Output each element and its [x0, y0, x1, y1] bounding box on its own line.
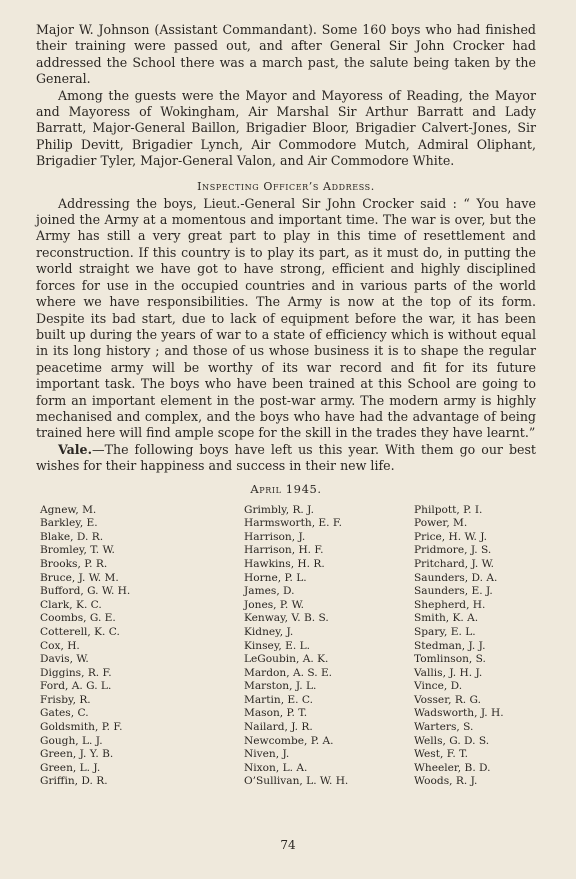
- names-column-3: [414, 504, 534, 789]
- list-item: Wheeler, B. D.: [414, 761, 491, 774]
- list-item: Shepherd, H.: [414, 598, 486, 611]
- list-item: Vosser, R. G.: [414, 693, 481, 706]
- list-item: Stedman, J. J.: [414, 639, 486, 652]
- vale-label: Vale.: [58, 441, 92, 457]
- list-item: Blake, D. R.: [40, 530, 104, 543]
- list-item: Kenway, V. B. S.: [244, 612, 329, 625]
- list-item: Vince, D.: [414, 680, 463, 693]
- list-item: Marston, J. L.: [244, 680, 317, 693]
- paragraph-address: Addressing the boys, Lieut.-General Sir John Crocker said : “ You have joined the Army at a momentous and important time. The war is over, but the Army has still a very great part to play in this time of resettlement and reconstruction. If this country is to play its part, as it must do, in putting the world straight we have got to have strong, efficient and highly disciplined forces for use in the occupied countries and in various parts of the world where we have responsibilities. The Army is now at the top of its form. Despite its bad start, due to lack of equipment before the war, it has been built up during the years of war to a state of efficiency which is without equal in its long history ; and those of us whose business it is to shape the regular peacetime army will be worthy of its war record and fit for its future important task. The boys who have been trained at this School are going to form an important element in the post-war army. The modern army is highly mechanised and complex, and the boys who have had the advantage of being trained here will find ample scope for the skill in the trades they have learnt.”: [36, 195, 536, 441]
- list-item: Woods, R. J.: [414, 775, 478, 788]
- list-item: Agnew, M.: [40, 503, 97, 516]
- list-item: Saunders, E. J.: [414, 585, 493, 598]
- list-item: Spary, E. L.: [414, 625, 476, 638]
- list-item: O’Sullivan, L. W. H.: [244, 775, 349, 788]
- names-column-2: [244, 504, 414, 789]
- names-column-1: [36, 504, 244, 789]
- list-item: Martin, E. C.: [244, 693, 313, 706]
- list-item: Horne, P. L.: [244, 571, 307, 584]
- list-item: Grimbly, R. J.: [244, 503, 314, 516]
- paragraph-vale: [36, 442, 536, 475]
- list-item: Green, J. Y. B.: [40, 748, 114, 761]
- list-item: West, F. T.: [414, 748, 469, 761]
- list-item: Kinsey, E. L.: [244, 639, 311, 652]
- list-item: Power, M.: [414, 517, 468, 530]
- page-body: [36, 22, 536, 789]
- list-item: Bromley, T. W.: [40, 544, 115, 557]
- paragraph-march-past: Major W. Johnson (Assistant Commandant). Some 160 boys who had finished their training were passed out, and after General Sir John Crocker had addressed the School there was a march past, the salute being taken by the General.: [36, 22, 536, 87]
- list-item: Clark, K. C.: [40, 598, 102, 611]
- list-item: Warters, S.: [414, 721, 474, 734]
- list-item: Kidney, J.: [244, 625, 294, 638]
- list-item: LeGoubin, A. K.: [244, 653, 329, 666]
- page-number: 74: [280, 838, 296, 852]
- section-heading: Inspecting Officer’s Address.: [197, 179, 375, 193]
- list-item: Niven, J.: [244, 748, 290, 761]
- list-item: Harrison, H. F.: [244, 544, 324, 557]
- list-item: Jones, P. W.: [244, 598, 305, 611]
- list-item: Ford, A. G. L.: [40, 680, 112, 693]
- list-item: Harrison, J.: [244, 530, 306, 543]
- list-item: Diggins, R. F.: [40, 666, 112, 679]
- list-item: Tomlinson, S.: [414, 653, 486, 666]
- list-item: Vallis, J. H. J.: [414, 666, 483, 679]
- list-item: Philpott, P. I.: [414, 503, 483, 516]
- list-item: James, D.: [244, 585, 295, 598]
- list-item: Gates, C.: [40, 707, 89, 720]
- names-list: [36, 504, 536, 789]
- list-item: Griffin, D. R.: [40, 775, 108, 788]
- list-item: Price, H. W. J.: [414, 530, 488, 543]
- list-item: Nailard, J. R.: [244, 721, 313, 734]
- list-item: Davis, W.: [40, 653, 89, 666]
- list-heading: April 1945.: [250, 481, 322, 496]
- list-item: Pritchard, J. W.: [414, 557, 495, 570]
- list-item: Mason, P. T.: [244, 707, 308, 720]
- list-item: Cotterell, K. C.: [40, 625, 120, 638]
- list-item: Frisby, R.: [40, 693, 91, 706]
- list-item: Gough, L. J.: [40, 734, 103, 747]
- list-item: Hawkins, H. R.: [244, 557, 325, 570]
- list-item: Wadsworth, J. H.: [414, 707, 504, 720]
- list-item: Newcombe, P. A.: [244, 734, 334, 747]
- list-item: Bufford, G. W. H.: [40, 585, 131, 598]
- list-item: Coombs, G. E.: [40, 612, 116, 625]
- list-item: Cox, H.: [40, 639, 80, 652]
- list-item: Harmsworth, E. F.: [244, 517, 342, 530]
- list-item: Brooks, P. R.: [40, 557, 108, 570]
- list-item: Pridmore, J. S.: [414, 544, 492, 557]
- list-item: Barkley, E.: [40, 517, 98, 530]
- list-item: Goldsmith, P. F.: [40, 721, 123, 734]
- paragraph-guests: Among the guests were the Mayor and Mayoress of Reading, the Mayor and Mayoress of Wokingham, Air Marshal Sir Arthur Barratt and Lady Barratt, Major-General Baillon, Brigadier Bloor, Brigadier Calvert-Jones, Sir Philip Devitt, Brigadier Lynch, Air Commodore Mutch, Admiral Oliphant, Brigadier Tyler, Major-General Valon, and Air Commodore White.: [36, 87, 536, 169]
- list-item: Mardon, A. S. E.: [244, 666, 333, 679]
- vale-text: —The following boys have left us this year. With them go our best wishes for their happiness and success in their new life.: [36, 441, 536, 474]
- list-item: Nixon, L. A.: [244, 761, 308, 774]
- list-item: Bruce, J. W. M.: [40, 571, 119, 584]
- list-item: Smith, K. A.: [414, 612, 479, 625]
- list-item: Saunders, D. A.: [414, 571, 498, 584]
- list-item: Wells, G. D. S.: [414, 734, 490, 747]
- list-item: Green, L. J.: [40, 761, 101, 774]
